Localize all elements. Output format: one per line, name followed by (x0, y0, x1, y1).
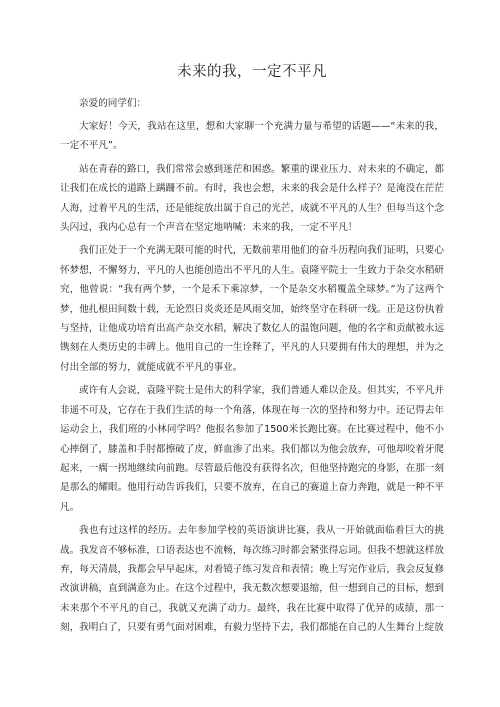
paragraph-5: 我也有过这样的经历。去年参加学校的英语演讲比赛，我从一开始就面临着巨大的挑战。我发音不够标准，口语表达也不流畅，每次练习时都会紧张得忘词。但我不想就这样放弃，每天清晨，我都会早早起床，对着镜子练习发音和表情；晚上写完作业后，我会反复修改演讲稿，直到满意为止。在这个过程中，我无数次想要退缩，但一想到自己的目标，想到未来那个不平凡的自己，我就又充满了动力。最终，我在比赛中取得了优异的成绩，那一刻，我明白了，只要有勇气面对困难，有毅力坚持下去，我们都能在自己的人生舞台上绽放 (60, 525, 444, 634)
paragraph-3: 我们正处于一个充满无限可能的时代，无数前辈用他们的奋斗历程向我们证明，只要心怀梦想，不懈努力，平凡的人也能创造出不平凡的人生。袁隆平院士一生致力于杂交水稻研究，他曾说：“我有两个梦，一个是禾下乘凉梦，一个是杂交水稻覆盖全球梦。”为了这两个梦，他扎根田间数十载，无论烈日炎炎还是风雨交加，始终坚守在科研一线。正是这份执着与坚持，让他成功培育出高产杂交水稻，解决了数亿人的温饱问题，他的名字和贡献被永远镌刻在人类历史的丰碑上。他用自己的一生诠释了，平凡的人只要拥有伟大的理想，并为之付出全部的努力，就能成就不平凡的事业。 (60, 245, 444, 373)
document-title: 未来的我，一定不平凡 (177, 64, 327, 80)
paragraph-2: 站在青春的路口，我们常常会感到迷茫和困惑。繁重的课业压力、对未来的不确定，都让我们在成长的道路上蹒跚不前。有时，我也会想，未来的我会是什么样子？是淹没在茫茫人海，过着平凡的生活，还是能绽放出属于自己的光芒，成就不平凡的人生？但每当这个念头闪过，我内心总有一个声音在坚定地呐喊：未来的我，一定不平凡！ (60, 163, 444, 234)
greeting: 亲爱的同学们： (79, 98, 147, 109)
paragraph-4: 或许有人会说，袁隆平院士是伟大的科学家，我们普通人难以企及。但其实，不平凡并非遥不可及，它存在于我们生活的每一个角落，体现在每一次的坚持和努力中。还记得去年运动会上，我们班的小林同学吗？他报名参加了1500米长跑比赛。在比赛过程中，他不小心摔倒了，膝盖和手肘都擦破了皮，鲜血渗了出来。我们都以为他会放弃，可他却咬着牙爬起来，一瘸一拐地继续向前跑。尽管最后他没有获得名次，但他坚持跑完的身影，在那一刻是那么的耀眼。他用行动告诉我们，只要不放弃，在自己的赛道上奋力奔跑，就是一种不平凡。 (60, 385, 444, 513)
paragraph-1: 大家好！今天，我站在这里，想和大家聊一个充满力量与希望的话题——“未来的我，一定不平凡”。 (60, 121, 444, 152)
